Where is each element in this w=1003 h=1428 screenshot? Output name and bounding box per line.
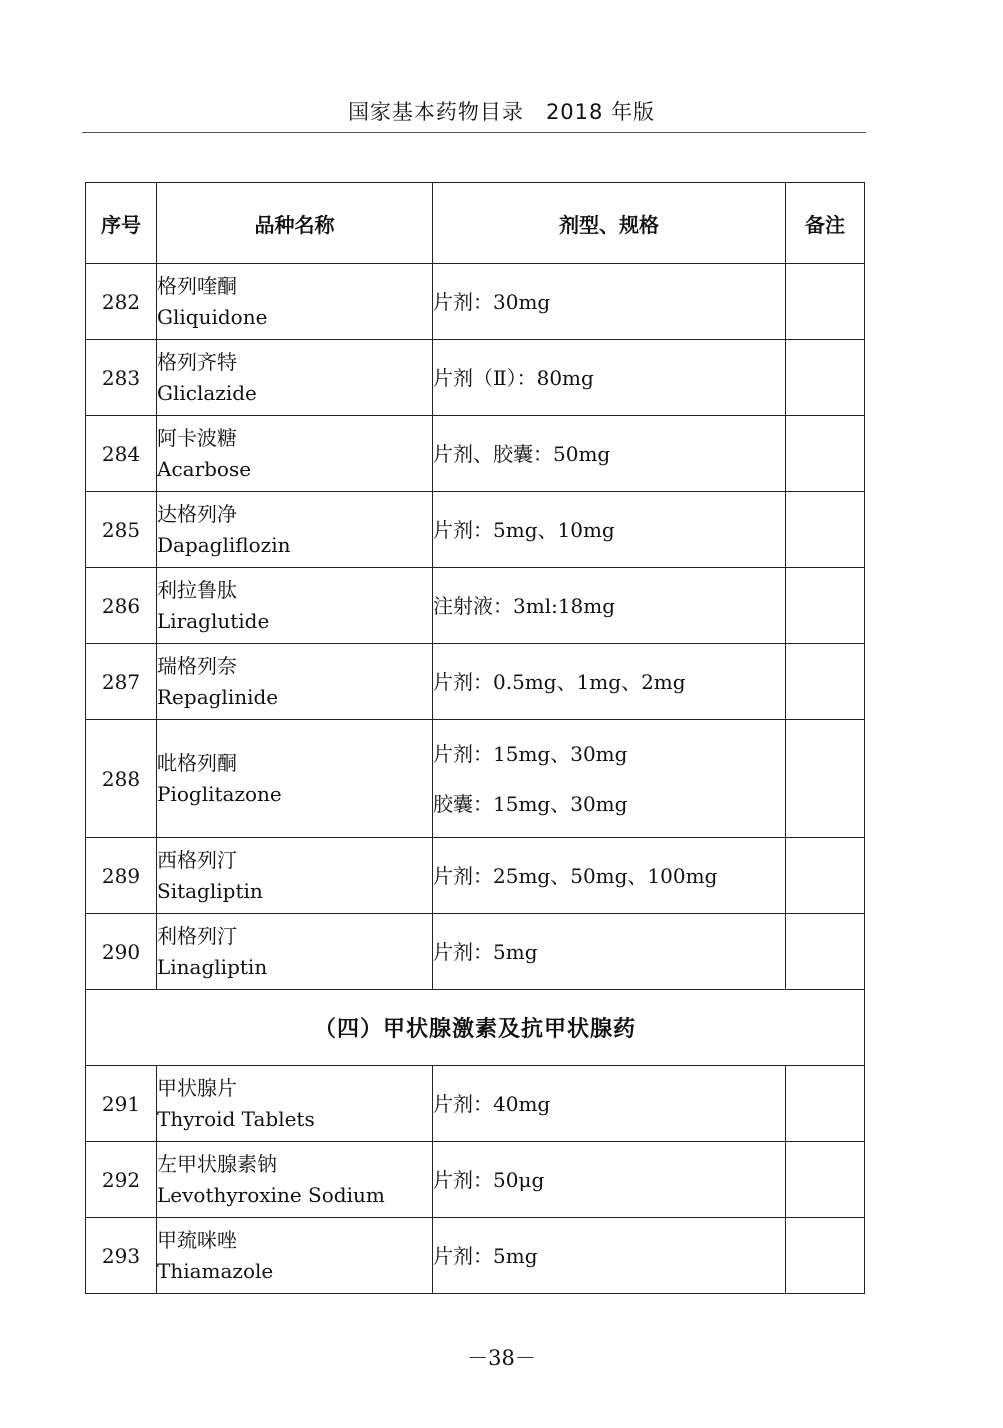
table-row — [86, 1066, 865, 1142]
drug-name-cn: 甲巯咪唑 — [157, 1227, 237, 1252]
cell-spec — [433, 264, 786, 340]
section-row — [86, 990, 865, 1066]
cell-note — [786, 1218, 865, 1294]
table-row — [86, 264, 865, 340]
table-row — [86, 644, 865, 720]
table-row — [86, 1142, 865, 1218]
table-row — [86, 340, 865, 416]
cell-note — [786, 568, 865, 644]
cell-name — [157, 644, 433, 720]
cell-name — [157, 838, 433, 914]
drug-name-en: Liraglutide — [157, 608, 270, 633]
cell-spec — [433, 914, 786, 990]
drug-name-en: Gliclazide — [157, 380, 257, 405]
page-header — [0, 96, 1003, 126]
spec-line: 片剂：25mg、50mg、100mg — [433, 863, 718, 888]
cell-note — [786, 914, 865, 990]
cell-seq: 286 — [86, 568, 157, 644]
drug-name-en: Linagliptin — [157, 954, 268, 979]
cell-name — [157, 416, 433, 492]
cell-seq: 292 — [86, 1142, 157, 1218]
cell-seq: 293 — [86, 1218, 157, 1294]
drug-name-cn: 西格列汀 — [157, 847, 237, 872]
cell-note — [786, 416, 865, 492]
cell-name — [157, 914, 433, 990]
drug-name-cn: 阿卡波糖 — [157, 425, 237, 450]
cell-seq: 289 — [86, 838, 157, 914]
drug-name-en: Dapagliflozin — [157, 532, 291, 557]
cell-seq: 283 — [86, 340, 157, 416]
spec-line: 片剂：30mg — [433, 289, 551, 314]
drug-name-en: Pioglitazone — [157, 781, 282, 806]
table-row — [86, 568, 865, 644]
drug-name-cn: 甲状腺片 — [157, 1075, 237, 1100]
spec-line: 片剂（Ⅱ）：80mg — [433, 365, 594, 390]
cell-seq: 284 — [86, 416, 157, 492]
cell-note — [786, 340, 865, 416]
drug-table — [85, 182, 865, 1294]
drug-name-en: Acarbose — [157, 456, 252, 481]
drug-name-en: Sitagliptin — [157, 878, 263, 903]
header-rule — [82, 132, 866, 133]
cell-name — [157, 340, 433, 416]
drug-name-cn: 利格列汀 — [157, 923, 237, 948]
cell-seq: 285 — [86, 492, 157, 568]
drug-name-en: Gliquidone — [157, 304, 268, 329]
cell-name — [157, 1066, 433, 1142]
cell-spec — [433, 1066, 786, 1142]
cell-note — [786, 264, 865, 340]
drug-name-cn: 左甲状腺素钠 — [157, 1151, 277, 1176]
table-row — [86, 914, 865, 990]
drug-name-en: Levothyroxine Sodium — [157, 1182, 385, 1207]
spec-line: 片剂：0.5mg、1mg、2mg — [433, 669, 686, 694]
cell-name — [157, 1218, 433, 1294]
spec-line: 片剂：50μg — [433, 1167, 545, 1192]
spec-line: 片剂：15mg、30mg — [433, 741, 628, 766]
drug-name-cn: 利拉鲁肽 — [157, 577, 237, 602]
column-header-name: 品种名称 — [157, 183, 433, 264]
cell-note — [786, 720, 865, 838]
drug-name-en: Repaglinide — [157, 684, 279, 709]
spec-line: 胶囊：15mg、30mg — [433, 791, 628, 816]
cell-spec — [433, 644, 786, 720]
cell-spec — [433, 720, 786, 838]
drug-name-cn: 格列齐特 — [157, 349, 237, 374]
section-title: （四）甲状腺激素及抗甲状腺药 — [86, 990, 865, 1066]
cell-note — [786, 492, 865, 568]
table-row — [86, 416, 865, 492]
header-year: 2018 年版 — [545, 100, 656, 124]
cell-spec — [433, 1218, 786, 1294]
table-row — [86, 838, 865, 914]
drug-name-cn: 达格列净 — [157, 501, 237, 526]
cell-seq: 282 — [86, 264, 157, 340]
cell-name — [157, 264, 433, 340]
spec-line: 注射液：3ml:18mg — [433, 593, 616, 618]
column-header-spec: 剂型、规格 — [433, 183, 786, 264]
table-row — [86, 720, 865, 838]
spec-line: 片剂：40mg — [433, 1091, 551, 1116]
drug-name-en: Thyroid Tablets — [157, 1106, 315, 1131]
cell-name — [157, 492, 433, 568]
page-number: －38－ — [467, 1346, 536, 1370]
column-header-note: 备注 — [786, 183, 865, 264]
cell-spec — [433, 416, 786, 492]
drug-name-cn: 瑞格列奈 — [157, 653, 237, 678]
spec-line: 片剂：5mg — [433, 939, 538, 964]
cell-spec — [433, 838, 786, 914]
cell-note — [786, 644, 865, 720]
cell-name — [157, 720, 433, 838]
cell-seq: 290 — [86, 914, 157, 990]
table-row — [86, 492, 865, 568]
cell-note — [786, 1066, 865, 1142]
spec-line: 片剂：5mg — [433, 1243, 538, 1268]
column-header-seq: 序号 — [86, 183, 157, 264]
spec-line: 片剂：5mg、10mg — [433, 517, 615, 542]
cell-spec — [433, 1142, 786, 1218]
cell-name — [157, 568, 433, 644]
drug-name-cn: 吡格列酮 — [157, 750, 237, 775]
cell-note — [786, 1142, 865, 1218]
cell-name — [157, 1142, 433, 1218]
cell-seq: 291 — [86, 1066, 157, 1142]
table-header-row — [86, 183, 865, 264]
drug-name-cn: 格列喹酮 — [157, 273, 237, 298]
cell-spec — [433, 340, 786, 416]
cell-spec — [433, 492, 786, 568]
cell-note — [786, 838, 865, 914]
table-row — [86, 1218, 865, 1294]
spec-line: 片剂、胶囊：50mg — [433, 441, 611, 466]
cell-spec — [433, 568, 786, 644]
cell-seq: 287 — [86, 644, 157, 720]
cell-seq: 288 — [86, 720, 157, 838]
header-title: 国家基本药物目录 — [347, 100, 524, 124]
drug-name-en: Thiamazole — [157, 1258, 274, 1283]
